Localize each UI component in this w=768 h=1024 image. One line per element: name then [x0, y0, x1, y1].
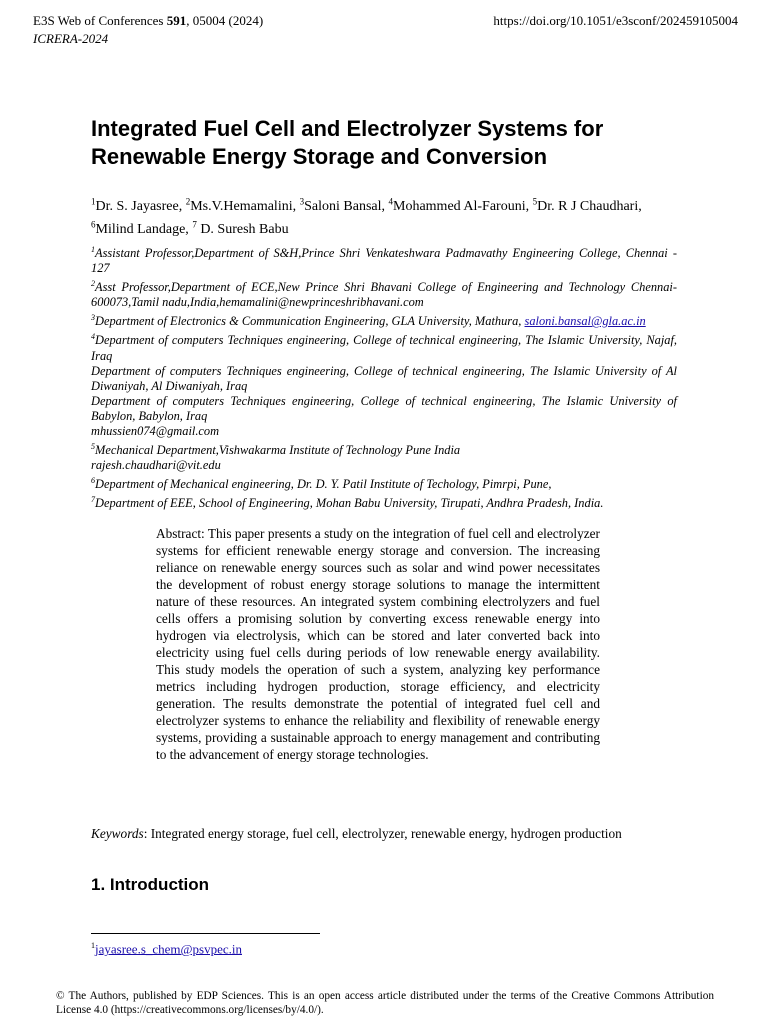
license-notice: © The Authors, published by EDP Sciences. This is an open access article distributed under the terms of the Creative Commons Attribution License 4.0 (https://creativecommons.org/licenses/by/4.0/).	[56, 990, 714, 1016]
author-list	[91, 192, 681, 239]
keywords-label: Keywords	[91, 826, 144, 841]
keywords	[91, 825, 677, 842]
affiliation: Department of computers Techniques engineering, College of technical engineering, The Islamic University of Babylon, Babylon, Iraq	[91, 393, 677, 423]
footnote-divider	[91, 933, 320, 934]
doi-link[interactable]: https://doi.org/10.1051/e3sconf/202459105004	[493, 13, 738, 28]
keywords-text: : Integrated energy storage, fuel cell, electrolyzer, renewable energy, hydrogen production	[143, 826, 622, 841]
author: $^3$Saloni Bansal,	[299, 196, 389, 214]
affiliation: $^7$Department of EEE, School of Engineering, Mohan Babu University, Tirupati, Andhra Pradesh, India.	[91, 494, 604, 510]
event-name: ICRERA-2024	[33, 31, 109, 46]
affiliation-email: rajesh.chaudhari@vit.edu	[91, 457, 221, 472]
author: $^5$Dr. R J Chaudhari,	[532, 196, 642, 214]
affiliations	[91, 242, 677, 511]
corresponding-email-link[interactable]: jayasree.s_chem@psvpec.in	[95, 941, 242, 957]
affiliation: $^5$Mechanical Department,Vishwakarma Institute of Technology Pune India	[91, 441, 461, 457]
author: $^1$Dr. S. Jayasree,	[91, 196, 186, 214]
paper-title: Integrated Fuel Cell and Electrolyzer Systems for Renewable Energy Storage and Conversion	[91, 116, 604, 169]
section-heading: 1. Introduction	[91, 875, 210, 894]
affiliation: $^2$Asst Professor,Department of ECE,New Prince Shri Bhavani College of Engineering and Technology Chennai-600073,Tamil nadu,India,hemamalini@newprinceshribhavani.com	[91, 279, 677, 310]
conference-line	[33, 12, 263, 30]
affiliation: $^6$Department of Mechanical engineering, Dr. D. Y. Patil Institute of Techology, Pimrpi, Pune,	[91, 475, 552, 491]
article-number: , 05004 (2024)	[186, 13, 264, 28]
abstract-label: Abstract:	[156, 526, 205, 541]
author: $^2$Ms.V.Hemamalini,	[185, 196, 300, 214]
affiliation: Department of computers Techniques engineering, College of technical engineering, The Islamic University of Al Diwaniyah, Al Diwaniyah, Iraq	[91, 363, 677, 393]
author: $^6$Milind Landage,	[91, 219, 193, 238]
abstract	[156, 525, 600, 763]
abstract-text: This paper presents a study on the integration of fuel cell and electrolyzer systems for efficient renewable energy storage and conversion. The increasing reliance on renewable energy sources such as solar and wind power necessitates the development of robust energy storage solutions to manage the intermittent nature of these resources. An integrated system combining electrolyzers and fuel cells offers a promising solution by converting excess renewable energy into hydrogen via electrolysis, which can be stored and later converted back into electricity using fuel cells during periods of low renewable energy availability. This study models the operation of such a system, analyzing key performance metrics including hydrogen production, storage efficiency, and electricity generation. The results demonstrate the potential of integrated fuel cell and electrolyzer systems to enhance the reliability and flexibility of renewable energy systems, providing a sustainable approach to energy management and contributing to the advancement of energy storage technologies.	[156, 526, 600, 762]
affiliation-email: mhussien074@gmail.com	[91, 423, 220, 438]
affiliation: $^1$Assistant Professor,Department of S&H,Prince Shri Venkateshwara Padmavathy Engineering College, Chennai - 127	[91, 245, 677, 276]
volume-number: 591	[166, 13, 187, 28]
email-link[interactable]: saloni.bansal@gla.ac.in	[524, 314, 646, 329]
author: $^7$ D. Suresh Babu	[192, 219, 289, 238]
affiliation: $^4$Department of computers Techniques engineering, College of technical engineering, The Islamic University, Najaf, Iraq	[91, 332, 677, 363]
journal-header	[33, 12, 263, 48]
author: $^4$Mohammed Al-Farouni,	[388, 196, 533, 214]
conference-name: E3S Web of Conferences	[33, 13, 164, 28]
affiliation: $^3$Department of Electronics & Communication Engineering, GLA University, Mathura, saloni.bansal@gla.ac.in	[91, 313, 646, 329]
footnote: $^1$jayasree.s_chem@psvpec.in	[91, 941, 242, 957]
